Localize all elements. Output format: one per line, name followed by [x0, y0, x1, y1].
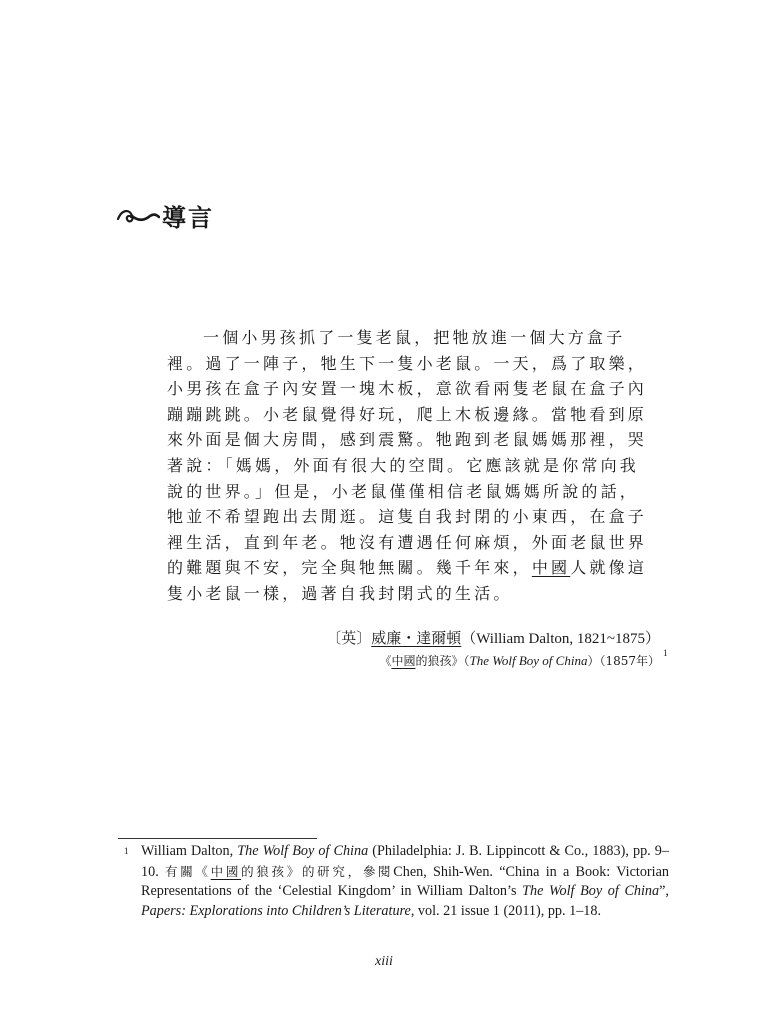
epigraph-line: 隻小老鼠一樣，過著自我封閉式的生活。 — [167, 583, 513, 603]
attribution-author-zh: 威廉・達爾頓 — [371, 631, 462, 647]
footnote-text — [141, 842, 669, 922]
fn-cjk: 的狼孩》的研究，參閱 — [241, 863, 394, 879]
footnote — [118, 842, 669, 922]
book-title-en: The Wolf Boy of China — [469, 653, 588, 668]
book-title-zh: 的狼孩》（ — [415, 654, 470, 668]
footnote-number: 1 — [124, 846, 129, 856]
book-underlined-china: 中國 — [391, 654, 416, 668]
fn-underlined-china: 中國 — [210, 863, 242, 879]
footnote-reference[interactable]: 1 — [663, 648, 668, 658]
chapter-heading — [116, 198, 214, 233]
epigraph-line: 小男孩在盒子內安置一塊木板，意欲看兩隻老鼠在盒子內 — [167, 379, 648, 399]
epigraph-line: 裡生活，直到年老。牠沒有遭遇任何麻煩，外面老鼠世界 — [167, 532, 648, 552]
fn-text: William Dalton, — [141, 843, 238, 859]
attribution-author-en: （William Dalton, 1821~1875） — [461, 631, 660, 647]
epigraph-line — [167, 555, 648, 581]
page-number: xiii — [375, 954, 393, 969]
epigraph-line: 說的世界。」但是，小老鼠僅僅相信老鼠媽媽所說的話， — [167, 481, 640, 501]
attribution-country: 〔英〕 — [326, 631, 372, 647]
footnote-divider — [118, 838, 317, 839]
epigraph-quote — [167, 325, 648, 607]
epigraph-line: 一個小男孩抓了一隻老鼠，把牠放進一個大方盒子 — [203, 328, 626, 347]
fn-italic-title: The Wolf Boy of China — [237, 843, 369, 859]
epigraph-text: 人就像這 — [570, 558, 648, 578]
epigraph-line: 牠並不希望跑出去閒逛。這隻自我封閉的小東西，在盒子 — [167, 507, 648, 527]
attribution-book — [260, 650, 660, 672]
epigraph-underlined-china: 中國 — [531, 558, 571, 578]
fn-text: (Philadelphia: J. B. Lippincott & Co., 1883), pp. 9–10. — [141, 843, 669, 880]
fn-text: Chen, Shih-Wen. “China in a Book: Victorian Representations of the ‘Celestial Kingdom’ in William Dalton’s — [141, 863, 669, 900]
book-year: ）（1857年） — [587, 654, 660, 668]
fn-italic-title: The Wolf Boy of China — [522, 883, 660, 900]
epigraph-line: 來外面是個大房間，感到震驚。牠跑到老鼠媽媽那裡，哭 — [167, 430, 648, 450]
fn-cjk: 有關《 — [165, 863, 211, 879]
book-bracket: 《 — [379, 654, 392, 668]
swirl-ornament-icon — [116, 205, 160, 227]
fn-italic-journal: Papers: Explorations into Children’s Literature — [141, 903, 411, 920]
fn-text: , vol. 21 issue 1 (2011), pp. 1–18. — [410, 903, 602, 920]
fn-text: ”, — [659, 883, 669, 900]
attribution-author — [260, 628, 660, 650]
page-title: 導言 — [162, 203, 214, 232]
epigraph-line: 著說：「媽媽，外面有很大的空間。它應該就是你常向我 — [167, 455, 640, 475]
epigraph-line: 蹦蹦跳跳。小老鼠覺得好玩，爬上木板邊緣。當牠看到原 — [167, 404, 648, 424]
epigraph-text: 的難題與不安，完全與牠無關。幾千年來， — [167, 558, 532, 578]
epigraph-attribution — [260, 628, 660, 672]
epigraph-line: 裡。過了一陣子，牠生下一隻小老鼠。一天，爲了取樂， — [167, 353, 648, 373]
